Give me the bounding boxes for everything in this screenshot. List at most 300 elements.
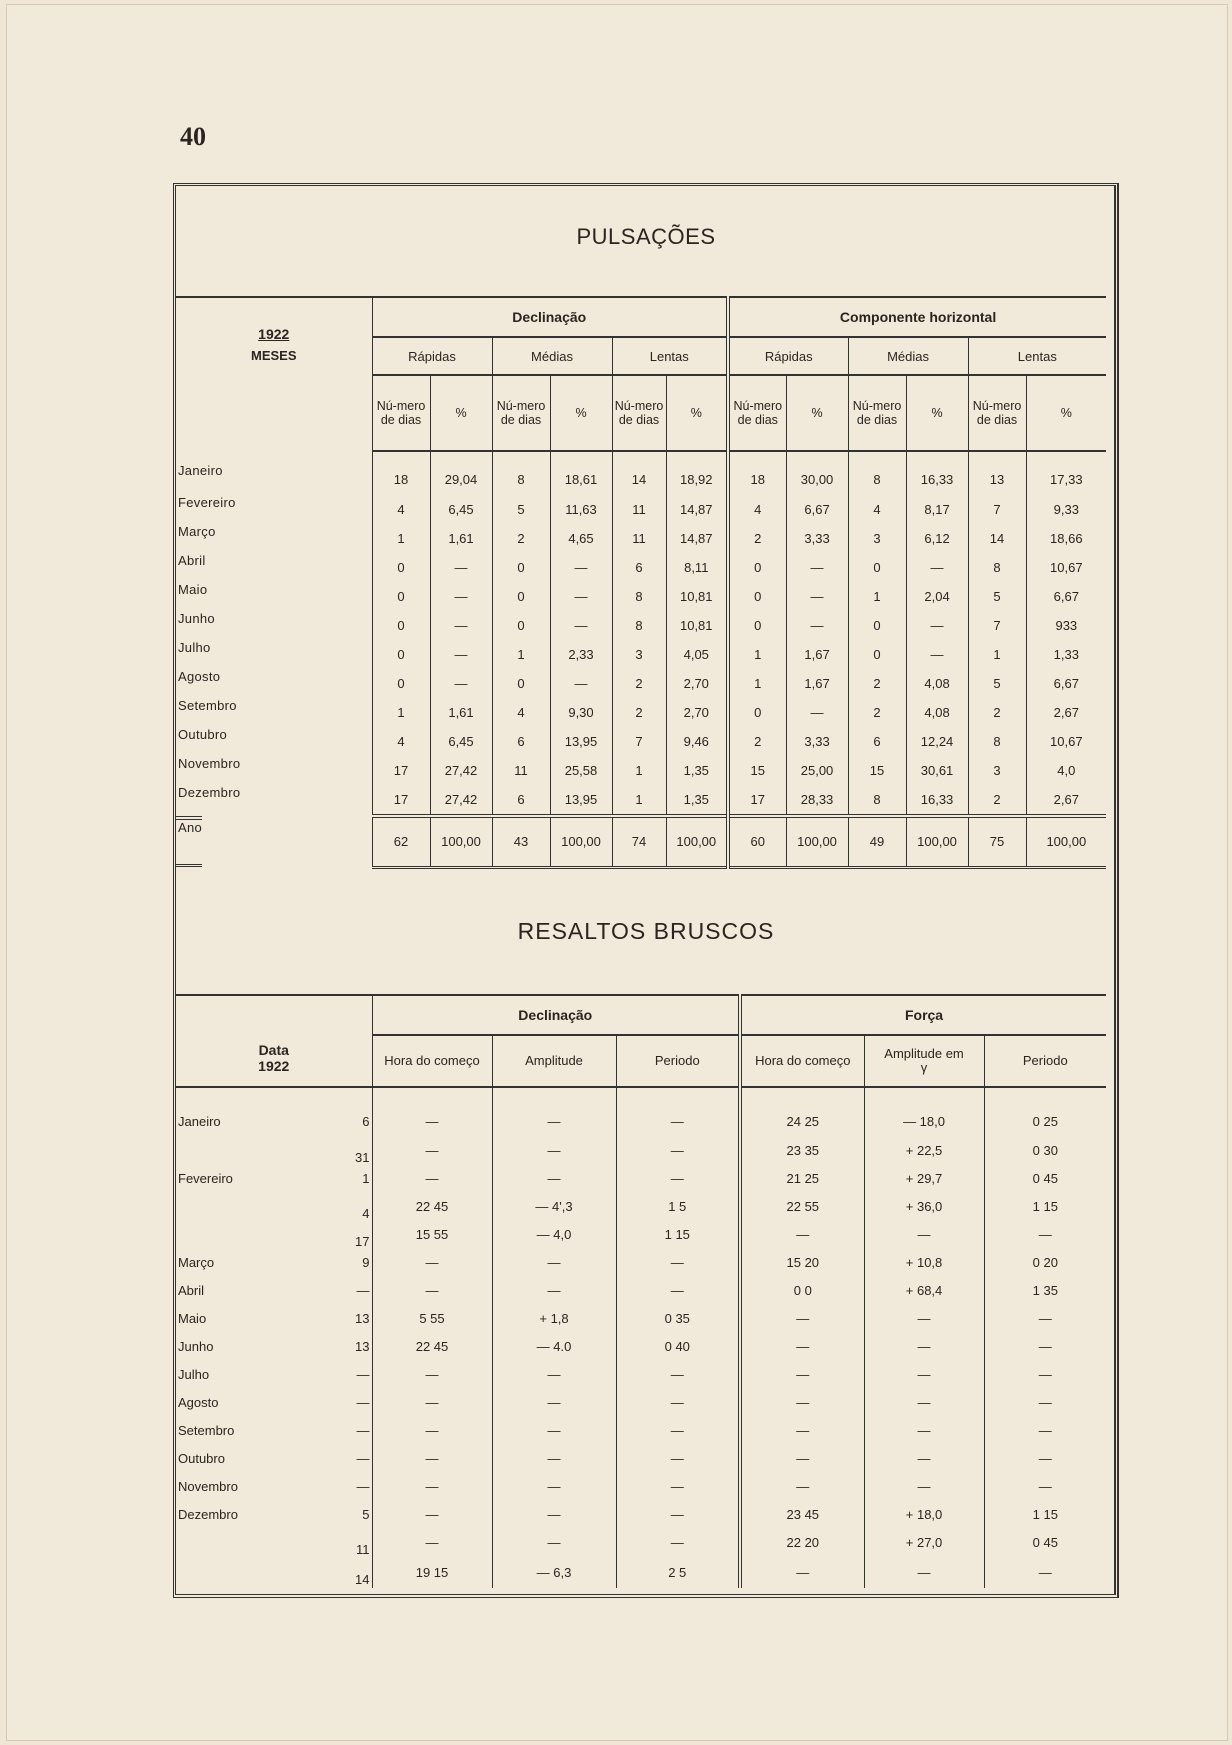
percent-cell: — <box>786 553 848 582</box>
percent-cell: 1,61 <box>430 698 492 727</box>
percent-cell: 6,45 <box>430 727 492 756</box>
total-days-cell: 74 <box>612 816 666 867</box>
start-time-cell: 23 45 <box>740 1500 864 1528</box>
days-count-cell: 11 <box>492 756 550 785</box>
start-time-cell: — <box>372 1276 492 1304</box>
days-count-cell: 0 <box>372 640 430 669</box>
days-count-cell: 4 <box>728 495 786 524</box>
percent-cell: — <box>430 611 492 640</box>
days-count-cell: 1 <box>968 640 1026 669</box>
table-row <box>176 495 1106 524</box>
table-row <box>176 553 1106 582</box>
start-time-cell: 22 45 <box>372 1192 492 1220</box>
day-label: 13 <box>355 1338 370 1354</box>
day-label: 11 <box>356 1542 370 1556</box>
days-count-cell: 14 <box>968 524 1026 553</box>
start-time-cell: — <box>372 1472 492 1500</box>
col-numero-de-dias: Nú-mero de dias <box>492 375 550 451</box>
month-label: Maio <box>178 1310 207 1326</box>
group-header-forca: Força <box>740 995 1106 1035</box>
percent-cell: 30,61 <box>906 756 968 785</box>
percent-cell: — <box>430 582 492 611</box>
percent-cell: 30,00 <box>786 451 848 495</box>
percent-cell: 1,33 <box>1026 640 1106 669</box>
day-label: 14 <box>355 1572 370 1587</box>
days-count-cell: 0 <box>492 611 550 640</box>
month-label: Setembro <box>178 1422 235 1438</box>
start-time-cell: 21 25 <box>740 1164 864 1192</box>
col-numero-de-dias: Nú-mero de dias <box>372 375 430 451</box>
days-count-cell: 0 <box>372 611 430 640</box>
percent-cell: 14,87 <box>666 524 728 553</box>
percent-cell: 14,87 <box>666 495 728 524</box>
percent-cell: 10,81 <box>666 611 728 640</box>
days-count-cell: 1 <box>372 698 430 727</box>
percent-cell: 29,04 <box>430 451 492 495</box>
col-percent: % <box>550 375 612 451</box>
page-number: 40 <box>180 122 206 151</box>
total-days-cell: 60 <box>728 816 786 867</box>
table-row <box>176 1444 1106 1472</box>
date-cell <box>176 1332 372 1360</box>
amplitude-cell: — <box>492 1472 616 1500</box>
percent-cell: 1,35 <box>666 756 728 785</box>
amplitude-cell: — 18,0 <box>864 1087 984 1136</box>
percent-cell: — <box>430 669 492 698</box>
days-count-cell: 3 <box>848 524 906 553</box>
col-numero-de-dias: Nú-mero de dias <box>728 375 786 451</box>
month-label: Junho <box>178 611 215 626</box>
table-row <box>176 1332 1106 1360</box>
table-row <box>176 1472 1106 1500</box>
start-time-cell: 15 20 <box>740 1248 864 1276</box>
days-count-cell: 7 <box>968 611 1026 640</box>
days-count-cell: 2 <box>612 698 666 727</box>
day-label: 31 <box>355 1150 370 1164</box>
days-count-cell: 0 <box>848 553 906 582</box>
days-count-cell: 1 <box>728 640 786 669</box>
days-count-cell: 4 <box>372 495 430 524</box>
start-time-cell: — <box>372 1087 492 1136</box>
amplitude-cell: + 29,7 <box>864 1164 984 1192</box>
start-time-cell: 0 0 <box>740 1276 864 1304</box>
percent-cell: 6,67 <box>1026 669 1106 698</box>
percent-cell: — <box>550 611 612 640</box>
subgroup-medias: Médias <box>848 337 968 375</box>
amplitude-cell: + 27,0 <box>864 1528 984 1556</box>
start-time-cell: — <box>372 1360 492 1388</box>
col-numero-de-dias: Nú-mero de dias <box>612 375 666 451</box>
days-count-cell: 0 <box>492 553 550 582</box>
month-label: Março <box>178 524 216 539</box>
percent-cell: 4,65 <box>550 524 612 553</box>
days-count-cell: 0 <box>372 553 430 582</box>
days-count-cell: 17 <box>728 785 786 816</box>
month-label: Janeiro <box>178 1113 221 1129</box>
date-cell <box>176 1416 372 1444</box>
percent-cell: 2,70 <box>666 698 728 727</box>
percent-cell: 18,61 <box>550 451 612 495</box>
table-row <box>176 1304 1106 1332</box>
percent-cell: 8,17 <box>906 495 968 524</box>
period-cell: — <box>984 1332 1106 1360</box>
days-count-cell: 0 <box>728 698 786 727</box>
percent-cell: — <box>786 582 848 611</box>
month-label: Julho <box>178 1366 210 1382</box>
days-count-cell: 4 <box>492 698 550 727</box>
table-row <box>176 1360 1106 1388</box>
period-cell: 1 15 <box>984 1500 1106 1528</box>
col-hora-do-comeco: Hora do começo <box>740 1035 864 1087</box>
day-label: — <box>356 1422 370 1438</box>
total-percent-cell: 100,00 <box>786 816 848 867</box>
amplitude-cell: — <box>864 1332 984 1360</box>
days-count-cell: 3 <box>968 756 1026 785</box>
start-time-cell: — <box>740 1556 864 1588</box>
percent-cell: 13,95 <box>550 727 612 756</box>
month-label: Outubro <box>178 1450 225 1466</box>
amplitude-cell: — <box>864 1304 984 1332</box>
start-time-cell: — <box>372 1416 492 1444</box>
percent-cell: 10,67 <box>1026 727 1106 756</box>
resaltos-table <box>176 994 1106 1588</box>
start-time-cell: — <box>372 1388 492 1416</box>
days-count-cell: 2 <box>612 669 666 698</box>
days-count-cell: 5 <box>968 669 1026 698</box>
resaltos-rows <box>176 1087 1106 1588</box>
percent-cell: 27,42 <box>430 756 492 785</box>
day-label: 6 <box>362 1113 370 1129</box>
amplitude-cell: — <box>492 1360 616 1388</box>
days-count-cell: 2 <box>968 785 1026 816</box>
month-label: Junho <box>178 1338 214 1354</box>
total-percent-cell: 100,00 <box>430 816 492 867</box>
day-label: 1 <box>362 1170 370 1186</box>
start-time-cell: — <box>740 1360 864 1388</box>
table-row <box>176 640 1106 669</box>
total-days-cell: 43 <box>492 816 550 867</box>
days-count-cell: 15 <box>848 756 906 785</box>
date-cell <box>176 1192 372 1220</box>
amplitude-cell: — <box>864 1416 984 1444</box>
period-cell: 2 5 <box>616 1556 740 1588</box>
table-row <box>176 756 1106 785</box>
amplitude-cell: — <box>864 1472 984 1500</box>
days-count-cell: 2 <box>848 698 906 727</box>
percent-cell: 2,33 <box>550 640 612 669</box>
days-count-cell: 18 <box>728 451 786 495</box>
table-row <box>176 1164 1106 1192</box>
date-cell <box>176 1136 372 1164</box>
days-count-cell: 14 <box>612 451 666 495</box>
days-count-cell: 17 <box>372 785 430 816</box>
total-days-cell: 62 <box>372 816 430 867</box>
subgroup-lentas: Lentas <box>968 337 1106 375</box>
month-label: Agosto <box>178 1394 219 1410</box>
days-count-cell: 5 <box>492 495 550 524</box>
year-months-header <box>176 297 372 451</box>
percent-cell: 4,05 <box>666 640 728 669</box>
percent-cell: 9,33 <box>1026 495 1106 524</box>
period-cell: 0 25 <box>984 1087 1106 1136</box>
total-label: Ano <box>176 816 202 867</box>
amplitude-cell: + 36,0 <box>864 1192 984 1220</box>
percent-cell: — <box>906 611 968 640</box>
start-time-cell: — <box>740 1472 864 1500</box>
percent-cell: — <box>906 553 968 582</box>
period-cell: — <box>616 1360 740 1388</box>
percent-cell: 3,33 <box>786 524 848 553</box>
day-label: 13 <box>355 1310 370 1326</box>
period-cell: — <box>984 1220 1106 1248</box>
date-cell <box>176 1556 372 1588</box>
table-row <box>176 524 1106 553</box>
table-row <box>176 1087 1106 1136</box>
days-count-cell: 6 <box>848 727 906 756</box>
month-label: Dezembro <box>178 785 241 800</box>
col-percent: % <box>786 375 848 451</box>
period-cell: 0 45 <box>984 1528 1106 1556</box>
start-time-cell: 22 45 <box>372 1332 492 1360</box>
period-cell: 0 45 <box>984 1164 1106 1192</box>
date-cell <box>176 1304 372 1332</box>
group-header-declinacao: Declinação <box>372 297 728 337</box>
days-count-cell: 1 <box>848 582 906 611</box>
percent-cell: — <box>786 611 848 640</box>
start-time-cell: 22 20 <box>740 1528 864 1556</box>
col-hora-do-comeco: Hora do começo <box>372 1035 492 1087</box>
start-time-cell: — <box>372 1528 492 1556</box>
table-row <box>176 669 1106 698</box>
amplitude-cell: — <box>492 1164 616 1192</box>
date-cell <box>176 1087 372 1136</box>
days-count-cell: 1 <box>612 785 666 816</box>
period-cell: — <box>984 1416 1106 1444</box>
month-label: Janeiro <box>178 463 223 478</box>
col-numero-de-dias: Nú-mero de dias <box>848 375 906 451</box>
days-count-cell: 4 <box>372 727 430 756</box>
days-count-cell: 11 <box>612 524 666 553</box>
percent-cell: 2,67 <box>1026 785 1106 816</box>
subgroup-rapidas: Rápidas <box>728 337 848 375</box>
days-count-cell: 3 <box>612 640 666 669</box>
days-count-cell: 5 <box>968 582 1026 611</box>
percent-cell: — <box>786 698 848 727</box>
start-time-cell: — <box>372 1444 492 1472</box>
amplitude-cell: — <box>492 1416 616 1444</box>
date-cell <box>176 1220 372 1248</box>
date-cell <box>176 1444 372 1472</box>
table-row <box>176 1248 1106 1276</box>
percent-cell: — <box>550 669 612 698</box>
amplitude-cell: — 4',3 <box>492 1192 616 1220</box>
period-cell: 1 15 <box>984 1192 1106 1220</box>
amplitude-cell: + 18,0 <box>864 1500 984 1528</box>
start-time-cell: 5 55 <box>372 1304 492 1332</box>
amplitude-cell: — <box>864 1444 984 1472</box>
table-row <box>176 1276 1106 1304</box>
amplitude-cell: — <box>864 1388 984 1416</box>
days-count-cell: 6 <box>492 785 550 816</box>
col-amplitude: Amplitude <box>492 1035 616 1087</box>
days-count-cell: 15 <box>728 756 786 785</box>
col-periodo: Periodo <box>984 1035 1106 1087</box>
amplitude-cell: — <box>864 1220 984 1248</box>
month-label: Abril <box>178 553 206 568</box>
col-percent: % <box>666 375 728 451</box>
percent-cell: 4,08 <box>906 698 968 727</box>
date-cell <box>176 1472 372 1500</box>
percent-cell: 13,95 <box>550 785 612 816</box>
start-time-cell: 22 55 <box>740 1192 864 1220</box>
days-count-cell: 8 <box>848 785 906 816</box>
day-label: — <box>356 1282 370 1298</box>
period-cell: — <box>616 1276 740 1304</box>
start-time-cell: — <box>372 1136 492 1164</box>
month-label: Março <box>178 1254 215 1270</box>
table-row <box>176 611 1106 640</box>
amplitude-cell: — 4.0 <box>492 1332 616 1360</box>
period-cell: — <box>616 1164 740 1192</box>
year-label: 1922 <box>258 1058 290 1074</box>
days-count-cell: 2 <box>492 524 550 553</box>
col-amplitude-gamma: Amplitude em γ <box>864 1035 984 1087</box>
start-time-cell: — <box>740 1388 864 1416</box>
month-label: Dezembro <box>178 1506 238 1522</box>
days-count-cell: 8 <box>848 451 906 495</box>
percent-cell: 27,42 <box>430 785 492 816</box>
period-cell: — <box>984 1472 1106 1500</box>
col-percent: % <box>906 375 968 451</box>
days-count-cell: 0 <box>372 669 430 698</box>
start-time-cell: 23 35 <box>740 1136 864 1164</box>
amplitude-cell: — <box>492 1248 616 1276</box>
days-count-cell: 2 <box>968 698 1026 727</box>
percent-cell: 28,33 <box>786 785 848 816</box>
start-time-cell: 24 25 <box>740 1087 864 1136</box>
period-cell: 1 15 <box>616 1220 740 1248</box>
period-cell: 0 30 <box>984 1136 1106 1164</box>
percent-cell: 25,00 <box>786 756 848 785</box>
days-count-cell: 8 <box>492 451 550 495</box>
percent-cell: 2,67 <box>1026 698 1106 727</box>
date-cell <box>176 1388 372 1416</box>
percent-cell: 9,30 <box>550 698 612 727</box>
amplitude-cell: — 4,0 <box>492 1220 616 1248</box>
month-label: Setembro <box>178 698 237 713</box>
amplitude-cell: + 68,4 <box>864 1276 984 1304</box>
amplitude-cell: — <box>864 1556 984 1588</box>
day-label: 5 <box>362 1506 370 1522</box>
percent-cell: 18,92 <box>666 451 728 495</box>
percent-cell: 9,46 <box>666 727 728 756</box>
period-cell: 1 5 <box>616 1192 740 1220</box>
percent-cell: 1,61 <box>430 524 492 553</box>
days-count-cell: 0 <box>848 611 906 640</box>
subgroup-lentas: Lentas <box>612 337 728 375</box>
percent-cell: — <box>550 553 612 582</box>
days-count-cell: 0 <box>728 582 786 611</box>
month-label: Julho <box>178 640 211 655</box>
total-row <box>176 816 1106 867</box>
days-count-cell: 6 <box>492 727 550 756</box>
percent-cell: 1,35 <box>666 785 728 816</box>
period-cell: — <box>616 1528 740 1556</box>
period-cell: — <box>984 1360 1106 1388</box>
pulsacoes-rows <box>176 451 1106 816</box>
start-time-cell: — <box>372 1500 492 1528</box>
period-cell: — <box>616 1444 740 1472</box>
days-count-cell: 8 <box>968 727 1026 756</box>
percent-cell: 6,12 <box>906 524 968 553</box>
amplitude-cell: — <box>492 1528 616 1556</box>
table-row <box>176 1528 1106 1556</box>
days-count-cell: 0 <box>728 553 786 582</box>
days-count-cell: 2 <box>728 727 786 756</box>
total-days-cell: 75 <box>968 816 1026 867</box>
table-row <box>176 1416 1106 1444</box>
table-row <box>176 727 1106 756</box>
month-label: Fevereiro <box>178 495 236 510</box>
table-row <box>176 1388 1106 1416</box>
period-cell: 0 20 <box>984 1248 1106 1276</box>
col-numero-de-dias: Nú-mero de dias <box>968 375 1026 451</box>
pulsacoes-table <box>176 296 1106 869</box>
days-count-cell: 2 <box>848 669 906 698</box>
percent-cell: 1,67 <box>786 640 848 669</box>
month-label: Maio <box>178 582 208 597</box>
period-cell: — <box>616 1087 740 1136</box>
percent-cell: 16,33 <box>906 451 968 495</box>
days-count-cell: 0 <box>372 582 430 611</box>
date-cell <box>176 1360 372 1388</box>
amplitude-cell: — 6,3 <box>492 1556 616 1588</box>
start-time-cell: — <box>740 1304 864 1332</box>
day-label: — <box>356 1478 370 1494</box>
period-cell: — <box>616 1416 740 1444</box>
days-count-cell: 0 <box>492 582 550 611</box>
days-count-cell: 8 <box>612 582 666 611</box>
period-cell: — <box>984 1444 1106 1472</box>
date-header <box>176 995 372 1087</box>
month-label: Abril <box>178 1282 205 1298</box>
table-row <box>176 1556 1106 1588</box>
table-row <box>176 1220 1106 1248</box>
day-label: — <box>356 1366 370 1382</box>
table-row <box>176 451 1106 495</box>
col-periodo: Periodo <box>616 1035 740 1087</box>
percent-cell: 6,67 <box>1026 582 1106 611</box>
period-cell: — <box>616 1500 740 1528</box>
table-row <box>176 1136 1106 1164</box>
month-label: Fevereiro <box>178 1170 233 1186</box>
date-cell <box>176 1248 372 1276</box>
day-label: — <box>356 1394 370 1410</box>
days-count-cell: 1 <box>728 669 786 698</box>
amplitude-cell: — <box>492 1087 616 1136</box>
period-cell: — <box>984 1304 1106 1332</box>
percent-cell: 4,0 <box>1026 756 1106 785</box>
days-count-cell: 0 <box>728 611 786 640</box>
day-label: 9 <box>362 1254 370 1270</box>
percent-cell: 12,24 <box>906 727 968 756</box>
amplitude-cell: — <box>864 1360 984 1388</box>
table-row <box>176 785 1106 816</box>
days-count-cell: 1 <box>372 524 430 553</box>
percent-cell: 10,81 <box>666 582 728 611</box>
amplitude-cell: + 22,5 <box>864 1136 984 1164</box>
percent-cell: 6,45 <box>430 495 492 524</box>
